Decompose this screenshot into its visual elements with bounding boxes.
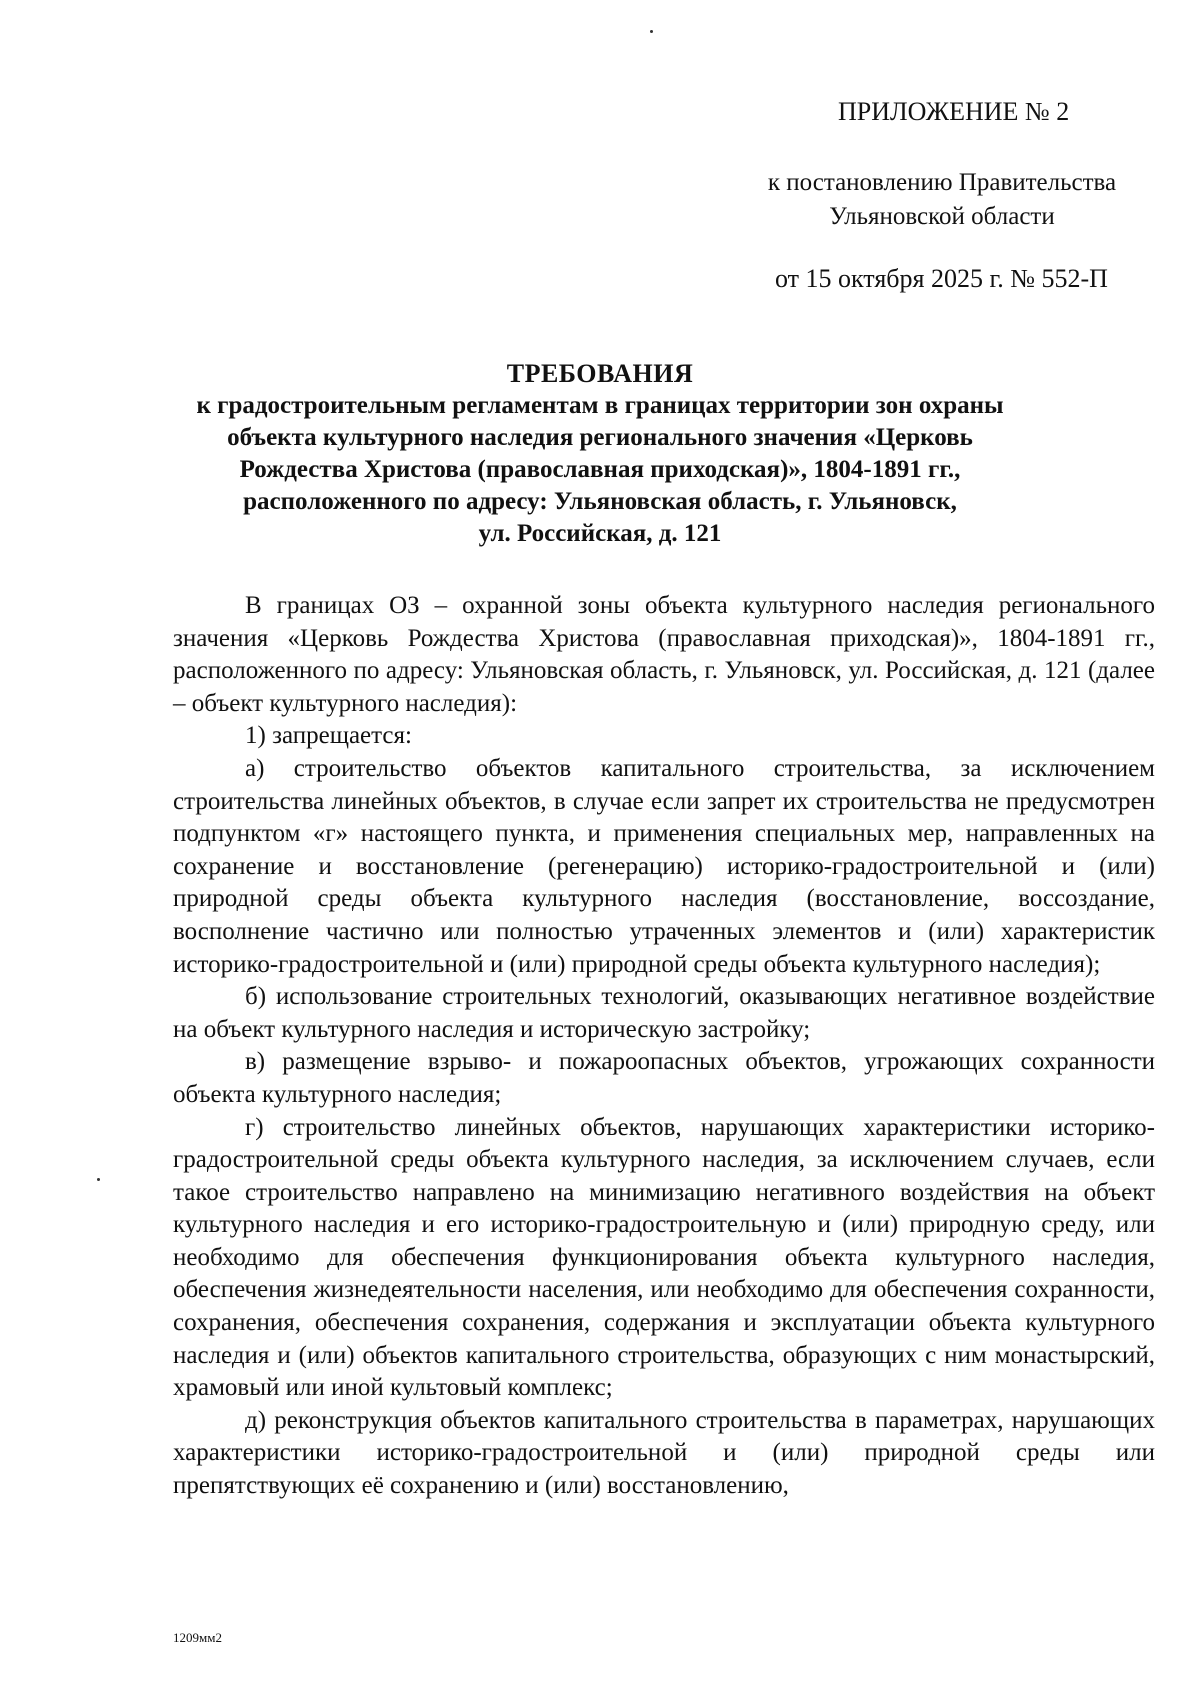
heading-title: ТРЕБОВАНИЯ bbox=[506, 359, 694, 388]
scan-speck bbox=[97, 1178, 100, 1181]
resolution-date: от 15 октября 2025 г. № 552-П bbox=[775, 264, 1108, 293]
appendix-number: ПРИЛОЖЕНИЕ № 2 bbox=[838, 97, 1070, 126]
scan-speck bbox=[650, 30, 653, 33]
heading-line: объекта культурного наследия регионального значения «Церковь bbox=[227, 424, 973, 451]
heading-line: ул. Российская, д. 121 bbox=[478, 520, 722, 547]
heading-line: расположенного по адресу: Ульяновская область, г. Ульяновск, bbox=[243, 488, 957, 515]
body-paragraph: в) размещение взрыво- и пожароопасных объектов, угрожающих сохранности объекта культурного наследия; bbox=[173, 1048, 1155, 1108]
document-heading bbox=[170, 358, 1030, 550]
heading-line: к градостроительным регламентам в границах территории зон охраны bbox=[196, 392, 1004, 419]
appendix-reference-line: Ульяновской области bbox=[829, 203, 1055, 230]
body-paragraph: В границах ОЗ – охранной зоны объекта культурного наследия регионального значения «Церковь Рождества Христова (православная приходская)», 1804-1891 гг., расположенного по адресу: Ульяновская область, г. Ульяновск, ул. Российская, д. 121 (далее – объект культурного наследия): bbox=[173, 592, 1155, 717]
document-body bbox=[173, 590, 1155, 1503]
body-paragraph: г) строительство линейных объектов, нарушающих характеристики историко-градостроительной среды объекта культурного наследия, за исключением случаев, если такое строительство направлено на минимизацию негативного воздействия на объект культурного наследия и его историко-градостроительную и (или) природную среду, или необходимо для обеспечения функционирования объекта культурного наследия, обеспечения жизнедеятельности населения, или необходимо для обеспечения сохранности, сохранения, обеспечения сохранения, содержания и эксплуатации объекта культурного наследия и (или) объектов капитального строительства, образующих с ним монастырский, храмовый или иной культовый комплекс; bbox=[173, 1113, 1155, 1402]
body-paragraph: д) реконструкция объектов капитального строительства в параметрах, нарушающих характеристики историко-градостроительной и (или) природной среды или препятствующих её сохранению и (или) восстановлению, bbox=[173, 1406, 1155, 1500]
appendix-reference-line: к постановлению Правительства bbox=[767, 169, 1117, 196]
body-paragraph: б) использование строительных технологий, оказывающих негативное воздействие на объект культурного наследия и историческую застройку; bbox=[173, 983, 1155, 1043]
heading-line: Рождества Христова (православная приходская)», 1804-1891 гг., bbox=[239, 456, 961, 483]
body-paragraph: 1) запрещается: bbox=[245, 722, 412, 750]
footer-document-code: 1209мм2 bbox=[173, 1630, 222, 1645]
body-paragraph: а) строительство объектов капитального строительства, за исключением строительства линейных объектов, в случае если запрет их строительства не предусмотрен подпунктом «г» настоящего пункта, и применения специальных мер, направленных на сохранение и восстановление (регенерацию) историко-градостроительной и (или) природной среды объекта культурного наследия (восстановление, воссоздание, восполнение частично или полностью утраченных элементов и (или) характеристик историко-градостроительной и (или) природной среды объекта культурного наследия); bbox=[173, 754, 1155, 978]
appendix-reference bbox=[762, 166, 1122, 234]
